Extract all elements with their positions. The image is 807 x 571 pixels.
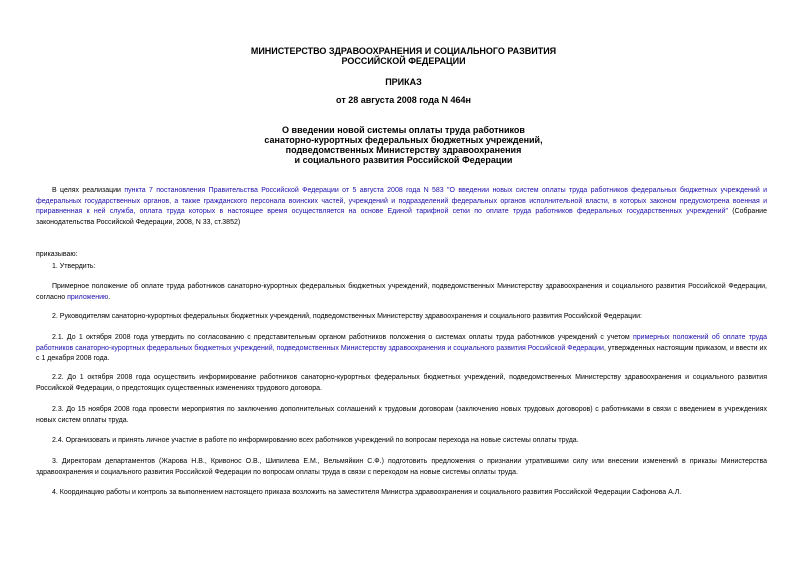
ministry-heading [0, 46, 807, 66]
item-2-1 [36, 333, 767, 365]
item-2-4: 2.4. Организовать и принять личное участие в работе по информированию всех работников учреждений по вопросам перехода на новые системы оплаты труда. [52, 437, 579, 444]
title-line-4: и социального развития Российской Федерации [294, 155, 513, 165]
preamble-paragraph [36, 186, 767, 228]
item-2: 2. Руководителям санаторно-курортных федеральных бюджетных учреждений, подведомственных Министерству здравоохранения и социального развития Российской Федерации: [52, 313, 642, 320]
item-2-1-before: 2.1. До 1 октября 2008 года утвердить по согласованию с представительным органом работников положения о системах оплаты труда работников учреждений с учетом [52, 334, 633, 341]
item-3: 3. Директорам департаментов (Жарова Н.В., Кривонос О.В., Шипилева Е.М., Вельмяйкин С.Ф.) подготовить предложения о признании утратившими силу или внесении изменений в приказы Министерства здравоохранения и социального развития Российской Федерации по вопросам оплаты труда в связи с переходом на новые системы оплаты труда. [36, 458, 767, 476]
title-line-2: санаторно-курортных федеральных бюджетных учреждений, [264, 135, 543, 145]
preamble-tail: (Собрание законодательства Российской Федерации, 2008, N 33, ст.3852) [36, 208, 767, 226]
sample-regulations-link[interactable]: примерных положений об оплате труда работников санаторно-курортных федеральных бюджетных учреждений, подведомственных Министерству здравоохранения и социального развития Российской Федерации [36, 334, 767, 352]
order-word: ПРИКАЗ [385, 77, 422, 87]
item-4: 4. Координацию работы и контроль за выполнением настоящего приказа возложить на заместителя Министра здравоохранения и социального развития Российской Федерации Сафонова А.Л. [52, 489, 682, 496]
document-title [0, 125, 807, 165]
item-1-text-before: Примерное положение об оплате труда работников санаторно-курортных федеральных бюджетных учреждений, подведомственных Министерству здравоохранения и социального развития Российской Федерации, согласно [36, 283, 767, 301]
item-2-1-after: , утвержденных настоящим приказом, и ввести их с 1 декабря 2008 года. [36, 344, 767, 362]
preamble-decree-link[interactable]: пункта 7 постановления Правительства Российской Федерации от 5 августа 2008 года N 583 "О введении новых систем оплаты труда работников федеральных бюджетных учреждений и федеральных государственных органов, а также гражданского персонала воинских частей, учреждений и подразделений федеральных органов исполнительной власти, в которых законом предусмотрена военная и приравненная к ней служба, оплата труда которых в настоящее время осуществляется на основе Единой тарифной сетки по оплате труда работников федеральных государственных учреждений" [36, 187, 767, 215]
orders-word: приказываю: [36, 251, 78, 258]
item-2-2: 2.2. До 1 октября 2008 года осуществить информирование работников санаторно-курортных федеральных бюджетных учреждений, подведомственных Министерству здравоохранения и социального развития Российской Федерации, о предстоящих существенных изменениях трудового договора. [36, 374, 767, 392]
ministry-line-2: РОССИЙСКОЙ ФЕДЕРАЦИИ [341, 56, 466, 66]
ministry-line-1: МИНИСТЕРСТВО ЗДРАВООХРАНЕНИЯ И СОЦИАЛЬНОГО РАЗВИТИЯ [250, 46, 557, 56]
item-1-text-after: . [108, 293, 111, 301]
title-line-3: подведомственных Министерству здравоохранения [285, 145, 522, 155]
title-line-1: О введении новой системы оплаты труда работников [282, 125, 525, 135]
order-date: от 28 августа 2008 года N 464н [336, 95, 471, 105]
appendix-link[interactable]: приложению [67, 293, 109, 301]
item-2-3: 2.3. До 15 ноября 2008 года провести мероприятия по заключению дополнительных соглашений к трудовым договорам (заключению новых трудовых договоров) с работниками в связи с введением в учреждениях новых систем оплаты труда. [36, 406, 767, 424]
item-1-text [36, 282, 767, 303]
preamble-intro: В целях реализации [52, 187, 125, 194]
item-1: 1. Утвердить: [52, 263, 96, 270]
